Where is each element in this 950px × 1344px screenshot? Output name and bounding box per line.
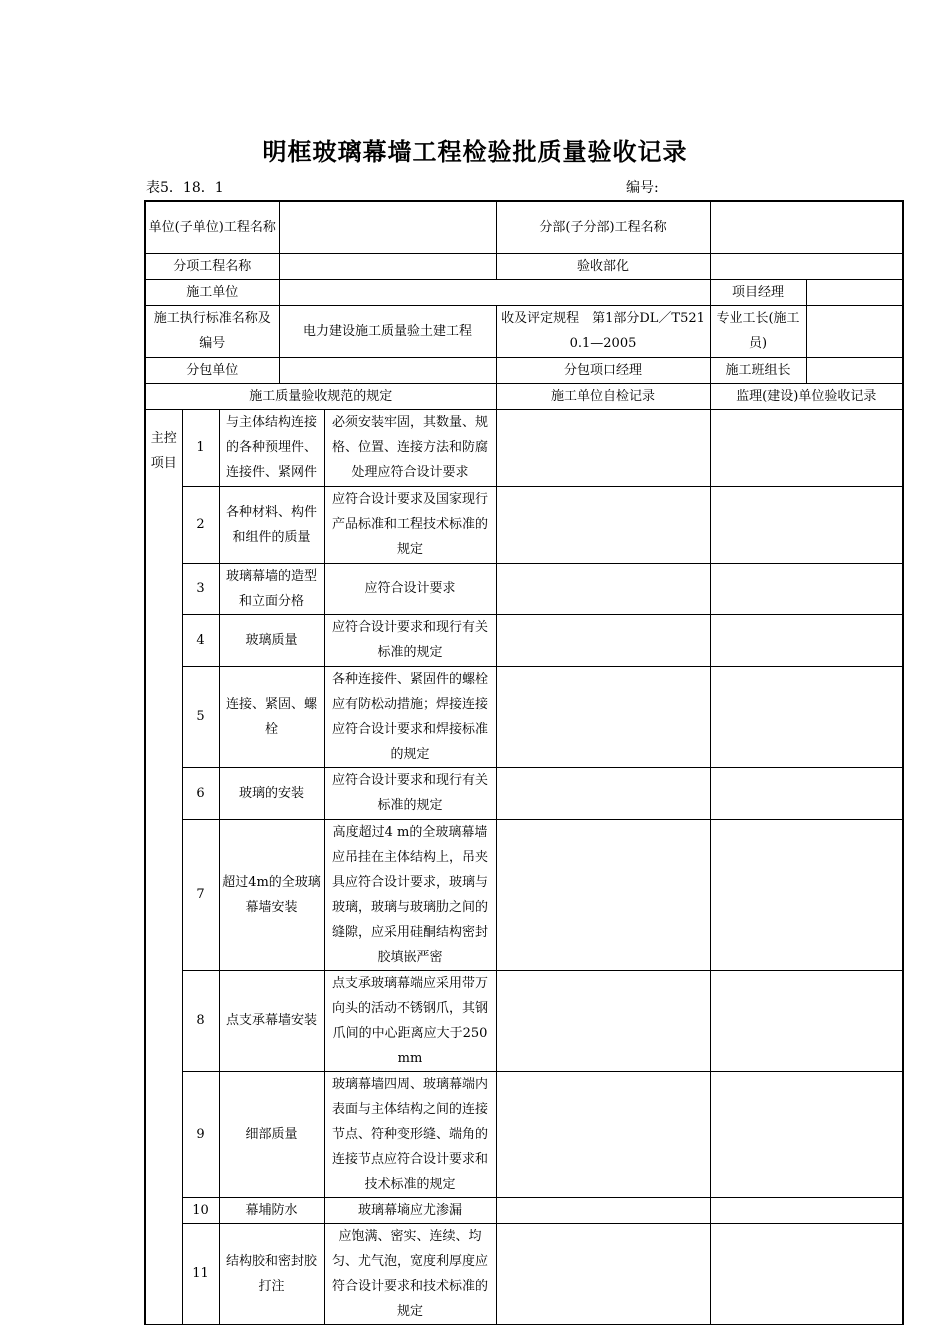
item-name: 连接、紧固、螺栓	[219, 666, 324, 767]
project-manager-value[interactable]	[806, 279, 903, 305]
team-leader-label: 施工班组长	[710, 357, 806, 383]
item-number: 1	[182, 409, 219, 486]
item-self-check[interactable]	[496, 486, 710, 563]
item-requirement: 应符合设计要求	[324, 563, 496, 614]
item-supervision[interactable]	[710, 1071, 903, 1197]
item-self-check[interactable]	[496, 409, 710, 486]
project-manager-label: 项目经理	[710, 279, 806, 305]
item-self-check[interactable]	[496, 1197, 710, 1223]
item-name: 玻璃质量	[219, 614, 324, 666]
item-name: 结构胶和密封胶打注	[219, 1223, 324, 1324]
subitem-value[interactable]	[279, 253, 496, 279]
inspection-record-table	[144, 200, 904, 1325]
item-self-check[interactable]	[496, 563, 710, 614]
item-supervision[interactable]	[710, 1197, 903, 1223]
item-requirement: 各种连接件、紧固件的螺栓应有防松动措施；焊接连接应符合设计要求和焊接标准的规定	[324, 666, 496, 767]
sub-manager-label: 分包项口经理	[496, 357, 710, 383]
supervision-column-header: 监理(建设)单位验收记录	[710, 383, 903, 409]
foreman-value[interactable]	[806, 305, 903, 357]
item-requirement: 应符合设计要求和现行有关标准的规定	[324, 614, 496, 666]
item-supervision[interactable]	[710, 819, 903, 970]
item-supervision[interactable]	[710, 767, 903, 819]
item-name: 点支承幕墙安装	[219, 970, 324, 1071]
acceptance-part-label: 验收部化	[496, 253, 710, 279]
item-number: 2	[182, 486, 219, 563]
item-name: 幕埔防水	[219, 1197, 324, 1223]
item-number: 6	[182, 767, 219, 819]
construction-unit-value[interactable]	[279, 279, 710, 305]
item-number: 4	[182, 614, 219, 666]
item-number: 5	[182, 666, 219, 767]
item-name: 玻璃的安装	[219, 767, 324, 819]
item-number: 10	[182, 1197, 219, 1223]
item-self-check[interactable]	[496, 666, 710, 767]
spec-column-header: 施工质量验收规范的规定	[145, 383, 496, 409]
item-name: 各种材料、构件和组件的质量	[219, 486, 324, 563]
item-name: 玻璃幕墙的造型和立面分格	[219, 563, 324, 614]
item-supervision[interactable]	[710, 1223, 903, 1324]
item-supervision[interactable]	[710, 409, 903, 486]
item-requirement: 高度超过4 m的全玻璃幕墙应吊挂在主体结构上，吊夹具应符合设计要求，玻璃与玻璃，玻璃与玻璃肋之间的缝隙，应采用硅酮结构密封胶填嵌严密	[324, 819, 496, 970]
subcontractor-value[interactable]	[279, 357, 496, 383]
foreman-label: 专业工长(施工员)	[710, 305, 806, 357]
item-supervision[interactable]	[710, 970, 903, 1071]
item-name: 细部质量	[219, 1071, 324, 1197]
item-requirement: 应饱满、密实、连续、均匀、尤气泡，宽度利厚度应符合设计要求和技术标准的规定	[324, 1223, 496, 1324]
item-requirement: 玻璃幕墒应尤渗漏	[324, 1197, 496, 1223]
team-leader-value[interactable]	[806, 357, 903, 383]
item-self-check[interactable]	[496, 767, 710, 819]
table-number: 表5．18．1	[146, 180, 224, 196]
item-requirement: 必须安装牢固，其数量、规格、位置、连接方法和防腐处理应符合设计要求	[324, 409, 496, 486]
item-number: 7	[182, 819, 219, 970]
item-requirement: 玻璃幕墙四周、玻璃幕端内表面与主体结构之间的连接节点、符种变形缝、端角的连接节点应符合设计要求和技术标准的规定	[324, 1071, 496, 1197]
section-label: 主控项目	[145, 409, 182, 1324]
standard-value-a: 电力建设施工质量验土建工程	[279, 305, 496, 357]
item-self-check[interactable]	[496, 614, 710, 666]
division-label: 分部(子分部)工程名称	[496, 201, 710, 253]
item-requirement: 应符合设计要求和现行有关标准的规定	[324, 767, 496, 819]
standard-value-b: 收及评定规程 第1部分DL／T5210.1—2005	[496, 305, 710, 357]
subitem-label: 分项工程名称	[145, 253, 279, 279]
item-supervision[interactable]	[710, 614, 903, 666]
document-title: 明框玻璃幕墙工程检验批质量验收记录	[262, 138, 688, 166]
item-self-check[interactable]	[496, 970, 710, 1071]
serial-number-label: 编号:	[626, 180, 659, 196]
unit-value[interactable]	[279, 201, 496, 253]
self-check-column-header: 施工单位自检记录	[496, 383, 710, 409]
unit-label: 单位(子单位)工程名称	[145, 201, 279, 253]
item-self-check[interactable]	[496, 1071, 710, 1197]
item-supervision[interactable]	[710, 563, 903, 614]
standard-label: 施工执行标准名称及编号	[145, 305, 279, 357]
item-self-check[interactable]	[496, 1223, 710, 1324]
item-number: 11	[182, 1223, 219, 1324]
acceptance-part-value[interactable]	[710, 253, 903, 279]
item-number: 8	[182, 970, 219, 1071]
item-name: 超过4m的全玻璃幕墙安装	[219, 819, 324, 970]
division-value[interactable]	[710, 201, 903, 253]
subcontractor-label: 分包单位	[145, 357, 279, 383]
item-requirement: 点支承玻璃幕端应采用带万向头的活动不锈钢爪，其钢爪间的中心距离应大于250 mm	[324, 970, 496, 1071]
item-supervision[interactable]	[710, 486, 903, 563]
item-requirement: 应符合设计要求及国家现行产品标准和工程技术标准的规定	[324, 486, 496, 563]
item-number: 9	[182, 1071, 219, 1197]
item-self-check[interactable]	[496, 819, 710, 970]
item-name: 与主体结构连接的各种预埋件、连接件、紧网件	[219, 409, 324, 486]
construction-unit-label: 施工单位	[145, 279, 279, 305]
item-supervision[interactable]	[710, 666, 903, 767]
item-number: 3	[182, 563, 219, 614]
